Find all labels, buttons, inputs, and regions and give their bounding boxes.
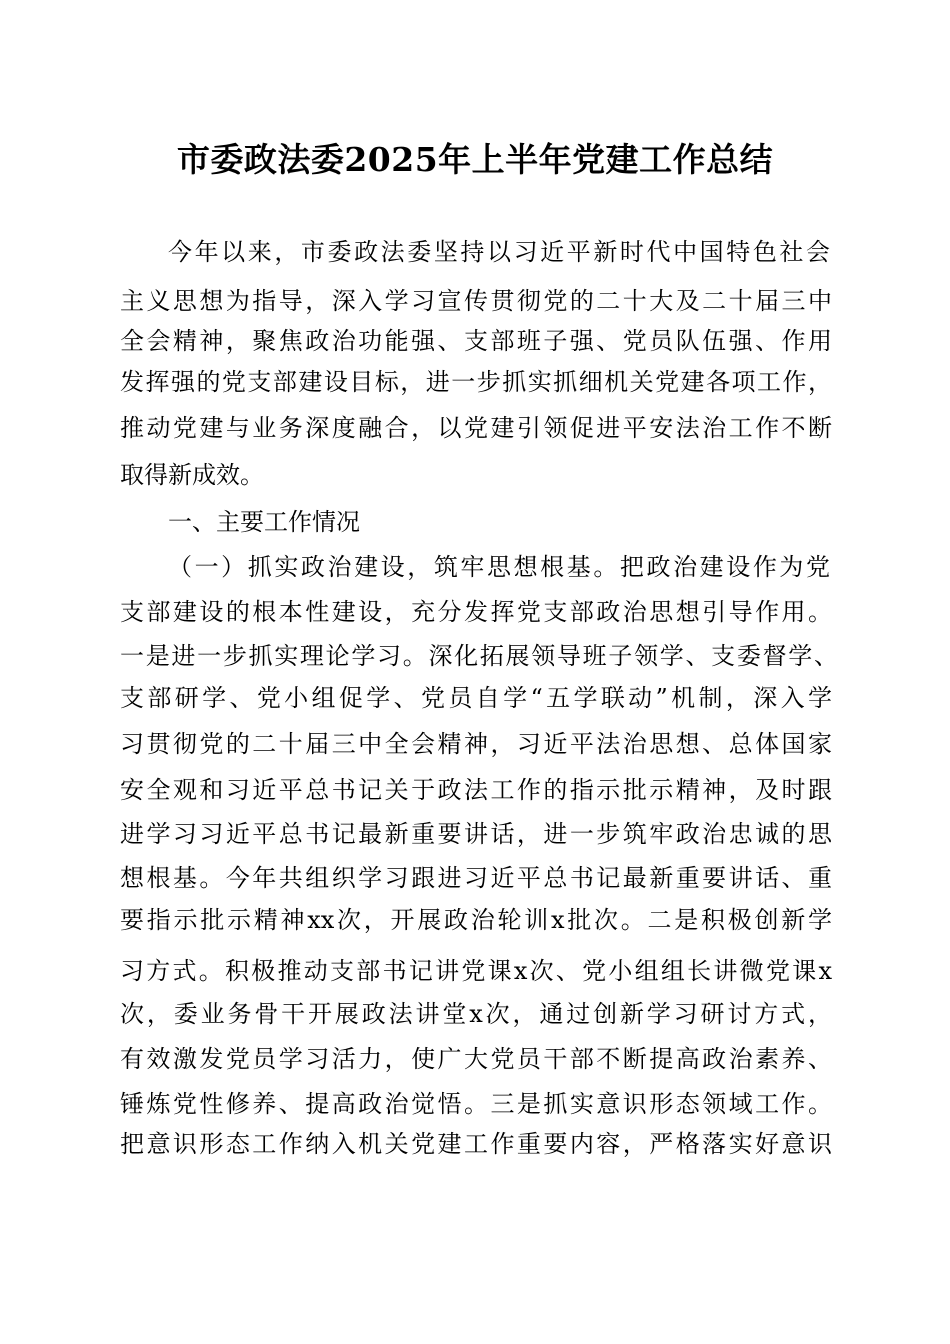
paragraph-line: 取得新成效。 [120, 461, 264, 489]
paragraph-line: 推动党建与业务深度融合，以党建引领促进平安法治工作不断 [120, 414, 832, 442]
paragraph-line: 习方式。积极推动支部书记讲党课x次、党小组组长讲微党课x [120, 957, 832, 985]
section-heading: 一、主要工作情况 [168, 508, 360, 536]
paragraph-line: 要指示批示精神xx次，开展政治轮训x批次。二是积极创新学 [120, 906, 832, 934]
paragraph-line: （一）抓实政治建设，筑牢思想根基。把政治建设作为党 [168, 553, 830, 581]
paragraph-line: 进学习习近平总书记最新重要讲话，进一步筑牢政治忠诚的思 [120, 820, 832, 848]
paragraph-line: 安全观和习近平总书记关于政法工作的指示批示精神，及时跟 [120, 776, 832, 804]
paragraph-line: 锤炼党性修养、提高政治觉悟。三是抓实意识形态领域工作。 [120, 1090, 832, 1118]
paragraph-line: 想根基。今年共组织学习跟进习近平总书记最新重要讲话、重 [120, 864, 832, 892]
document-title: 市委政法委2025年上半年党建工作总结 [176, 140, 774, 179]
paragraph-line: 全会精神，聚焦政治功能强、支部班子强、党员队伍强、作用 [120, 327, 832, 355]
paragraph-line: 今年以来，市委政法委坚持以习近平新时代中国特色社会 [168, 238, 830, 266]
paragraph-line: 发挥强的党支部建设目标，进一步抓实抓细机关党建各项工作， [120, 368, 832, 396]
paragraph-line: 一是进一步抓实理论学习。深化拓展领导班子领学、支委督学、 [120, 642, 838, 670]
paragraph-line: 主义思想为指导，深入学习宣传贯彻党的二十大及二十届三中 [120, 287, 832, 315]
paragraph-line: 次，委业务骨干开展政法讲堂x次，通过创新学习研讨方式， [120, 1000, 832, 1028]
paragraph-line: 有效激发党员学习活力，使广大党员干部不断提高政治素养、 [120, 1045, 832, 1073]
paragraph-line: 把意识形态工作纳入机关党建工作重要内容，严格落实好意识 [120, 1130, 832, 1158]
paragraph-line: 习贯彻党的二十届三中全会精神，习近平法治思想、总体国家 [120, 730, 832, 758]
paragraph-line: 支部建设的根本性建设，充分发挥党支部政治思想引导作用。 [120, 598, 832, 626]
paragraph-line: 支部研学、党小组促学、党员自学“五学联动”机制，深入学 [120, 684, 832, 712]
